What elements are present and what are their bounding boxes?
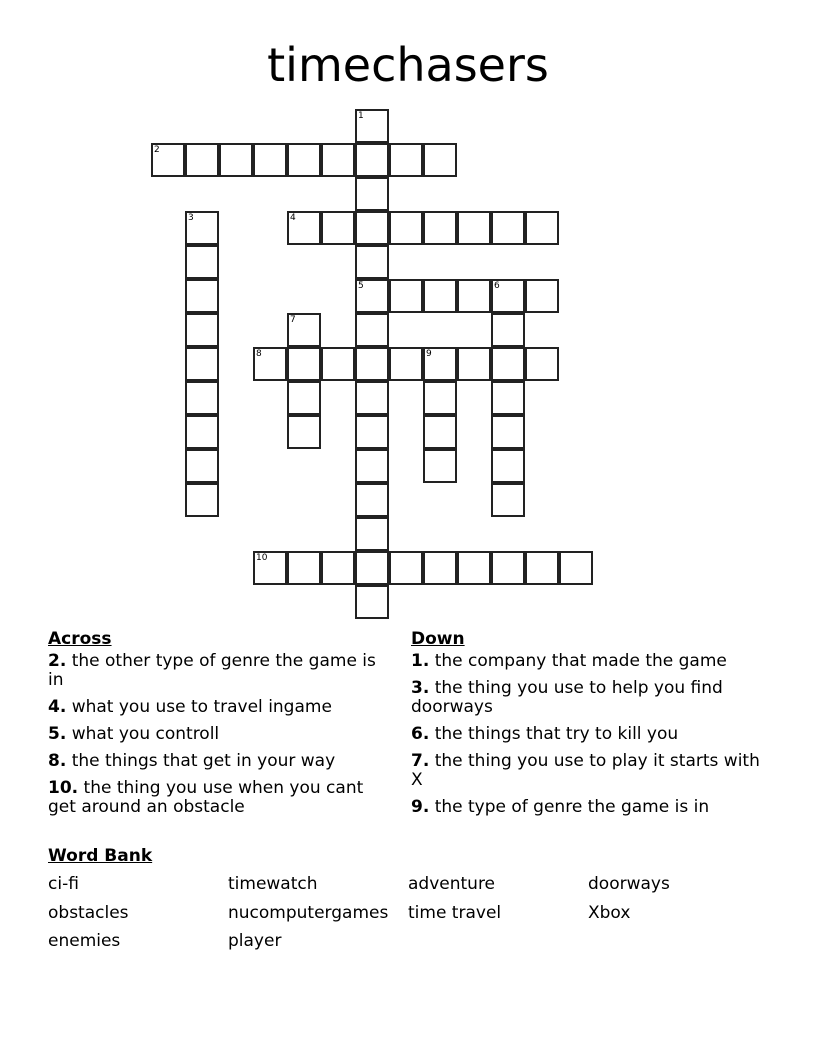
- clue-number: 10: [256, 553, 268, 563]
- word-bank-item: nucomputergames: [228, 903, 389, 923]
- grid-cell[interactable]: [525, 279, 559, 313]
- down-clue: [411, 652, 761, 671]
- grid-cell[interactable]: [321, 347, 355, 381]
- grid-cell[interactable]: [287, 347, 321, 381]
- clue-text: the thing you use to play it starts with X: [411, 751, 760, 790]
- grid-cell[interactable]: [355, 211, 389, 245]
- clue-number: 7.: [411, 751, 430, 771]
- grid-cell[interactable]: [423, 551, 457, 585]
- clue-number: 9: [426, 349, 432, 359]
- clue-number: 8: [256, 349, 262, 359]
- word-bank-item: doorways: [588, 874, 670, 894]
- down-clue: [411, 725, 761, 744]
- word-bank-heading: Word Bank: [48, 846, 153, 866]
- clue-number: 3: [188, 213, 194, 223]
- clue-number: 5: [358, 281, 364, 291]
- grid-cell[interactable]: [355, 551, 389, 585]
- grid-cell[interactable]: [491, 483, 525, 517]
- grid-cell[interactable]: [253, 551, 287, 585]
- clue-number: 8.: [48, 751, 67, 771]
- grid-cell[interactable]: [389, 347, 423, 381]
- grid-cell[interactable]: [185, 143, 219, 177]
- grid-cell[interactable]: [457, 279, 491, 313]
- clue-number: 1: [358, 111, 364, 121]
- grid-cell[interactable]: [423, 449, 457, 483]
- grid-cell[interactable]: [355, 245, 389, 279]
- word-bank-item: time travel: [408, 903, 502, 923]
- grid-cell[interactable]: [423, 279, 457, 313]
- clue-text: the things that get in your way: [66, 751, 336, 771]
- down-clue: [411, 798, 761, 817]
- clue-number: 6.: [411, 724, 430, 744]
- grid-cell[interactable]: [491, 313, 525, 347]
- word-bank-item: obstacles: [48, 903, 129, 923]
- grid-cell[interactable]: [491, 449, 525, 483]
- grid-cell[interactable]: [491, 279, 525, 313]
- grid-cell[interactable]: [423, 347, 457, 381]
- grid-cell[interactable]: [253, 143, 287, 177]
- grid-cell[interactable]: [287, 211, 321, 245]
- clue-number: 10.: [48, 778, 79, 798]
- clue-text: the thing you use when you cant get around an obstacle: [48, 778, 364, 817]
- grid-cell[interactable]: [355, 381, 389, 415]
- grid-cell[interactable]: [525, 211, 559, 245]
- grid-cell[interactable]: [321, 211, 355, 245]
- clue-number: 2.: [48, 651, 67, 671]
- grid-cell[interactable]: [355, 449, 389, 483]
- grid-cell[interactable]: [355, 143, 389, 177]
- grid-cell[interactable]: [423, 381, 457, 415]
- clue-number: 1.: [411, 651, 430, 671]
- grid-cell[interactable]: [423, 415, 457, 449]
- clue-text: the type of genre the game is in: [429, 797, 710, 817]
- clue-number: 9.: [411, 797, 430, 817]
- word-bank-item: timewatch: [228, 874, 318, 894]
- grid-cell[interactable]: [287, 415, 321, 449]
- grid-cell[interactable]: [185, 313, 219, 347]
- grid-cell[interactable]: [423, 211, 457, 245]
- grid-cell[interactable]: [389, 143, 423, 177]
- clue-text: what you controll: [66, 724, 220, 744]
- grid-cell[interactable]: [185, 449, 219, 483]
- word-bank-item: player: [228, 931, 282, 951]
- down-clue: [411, 752, 761, 790]
- grid-cell[interactable]: [491, 551, 525, 585]
- grid-cell[interactable]: [151, 143, 185, 177]
- across-clue: [48, 652, 393, 690]
- word-bank-item: ci-fi: [48, 874, 79, 894]
- grid-cell[interactable]: [355, 109, 389, 143]
- grid-cell[interactable]: [355, 347, 389, 381]
- grid-cell[interactable]: [525, 551, 559, 585]
- across-clue: [48, 725, 393, 744]
- grid-cell[interactable]: [321, 551, 355, 585]
- clue-number: 3.: [411, 678, 430, 698]
- grid-cell[interactable]: [423, 143, 457, 177]
- grid-cell[interactable]: [525, 347, 559, 381]
- grid-cell[interactable]: [491, 415, 525, 449]
- grid-cell[interactable]: [287, 551, 321, 585]
- down-clues: [411, 630, 761, 825]
- grid-cell[interactable]: [185, 415, 219, 449]
- grid-cell[interactable]: [219, 143, 253, 177]
- grid-cell[interactable]: [185, 347, 219, 381]
- clue-number: 5.: [48, 724, 67, 744]
- grid-cell[interactable]: [389, 551, 423, 585]
- grid-cell[interactable]: [185, 279, 219, 313]
- grid-cell[interactable]: [321, 143, 355, 177]
- grid-cell[interactable]: [491, 211, 525, 245]
- grid-cell[interactable]: [491, 381, 525, 415]
- word-bank-item: enemies: [48, 931, 121, 951]
- grid-cell[interactable]: [185, 483, 219, 517]
- down-heading: Down: [411, 629, 465, 649]
- word-bank-item: adventure: [408, 874, 496, 894]
- grid-cell[interactable]: [355, 313, 389, 347]
- grid-cell[interactable]: [355, 415, 389, 449]
- word-bank-item: Xbox: [588, 903, 631, 923]
- grid-cell[interactable]: [355, 517, 389, 551]
- across-heading: Across: [48, 629, 112, 649]
- clue-number: 2: [154, 145, 160, 155]
- across-clue: [48, 779, 393, 817]
- grid-cell[interactable]: [559, 551, 593, 585]
- grid-cell[interactable]: [491, 347, 525, 381]
- clue-number: 4.: [48, 697, 67, 717]
- clue-number: 6: [494, 281, 500, 291]
- across-clue: [48, 752, 393, 771]
- grid-cell[interactable]: [287, 143, 321, 177]
- across-clue: [48, 698, 393, 717]
- down-clue: [411, 679, 761, 717]
- grid-cell[interactable]: [457, 347, 491, 381]
- grid-cell[interactable]: [457, 211, 491, 245]
- clue-text: what you use to travel ingame: [66, 697, 332, 717]
- page-title: timechasers: [267, 38, 549, 92]
- clue-text: the thing you use to help you find doorways: [411, 678, 723, 717]
- clue-text: the other type of genre the game is in: [48, 651, 376, 690]
- grid-cell[interactable]: [355, 279, 389, 313]
- grid-cell[interactable]: [389, 211, 423, 245]
- across-clues: [48, 630, 393, 825]
- grid-cell[interactable]: [185, 381, 219, 415]
- grid-cell[interactable]: [253, 347, 287, 381]
- grid-cell[interactable]: [389, 279, 423, 313]
- grid-cell[interactable]: [355, 177, 389, 211]
- clue-text: the company that made the game: [429, 651, 727, 671]
- grid-cell[interactable]: [287, 381, 321, 415]
- clue-number: 7: [290, 315, 296, 325]
- clue-text: the things that try to kill you: [429, 724, 679, 744]
- grid-cell[interactable]: [287, 313, 321, 347]
- grid-cell[interactable]: [185, 245, 219, 279]
- grid-cell[interactable]: [457, 551, 491, 585]
- clue-number: 4: [290, 213, 296, 223]
- grid-cell[interactable]: [185, 211, 219, 245]
- grid-cell[interactable]: [355, 585, 389, 619]
- grid-cell[interactable]: [355, 483, 389, 517]
